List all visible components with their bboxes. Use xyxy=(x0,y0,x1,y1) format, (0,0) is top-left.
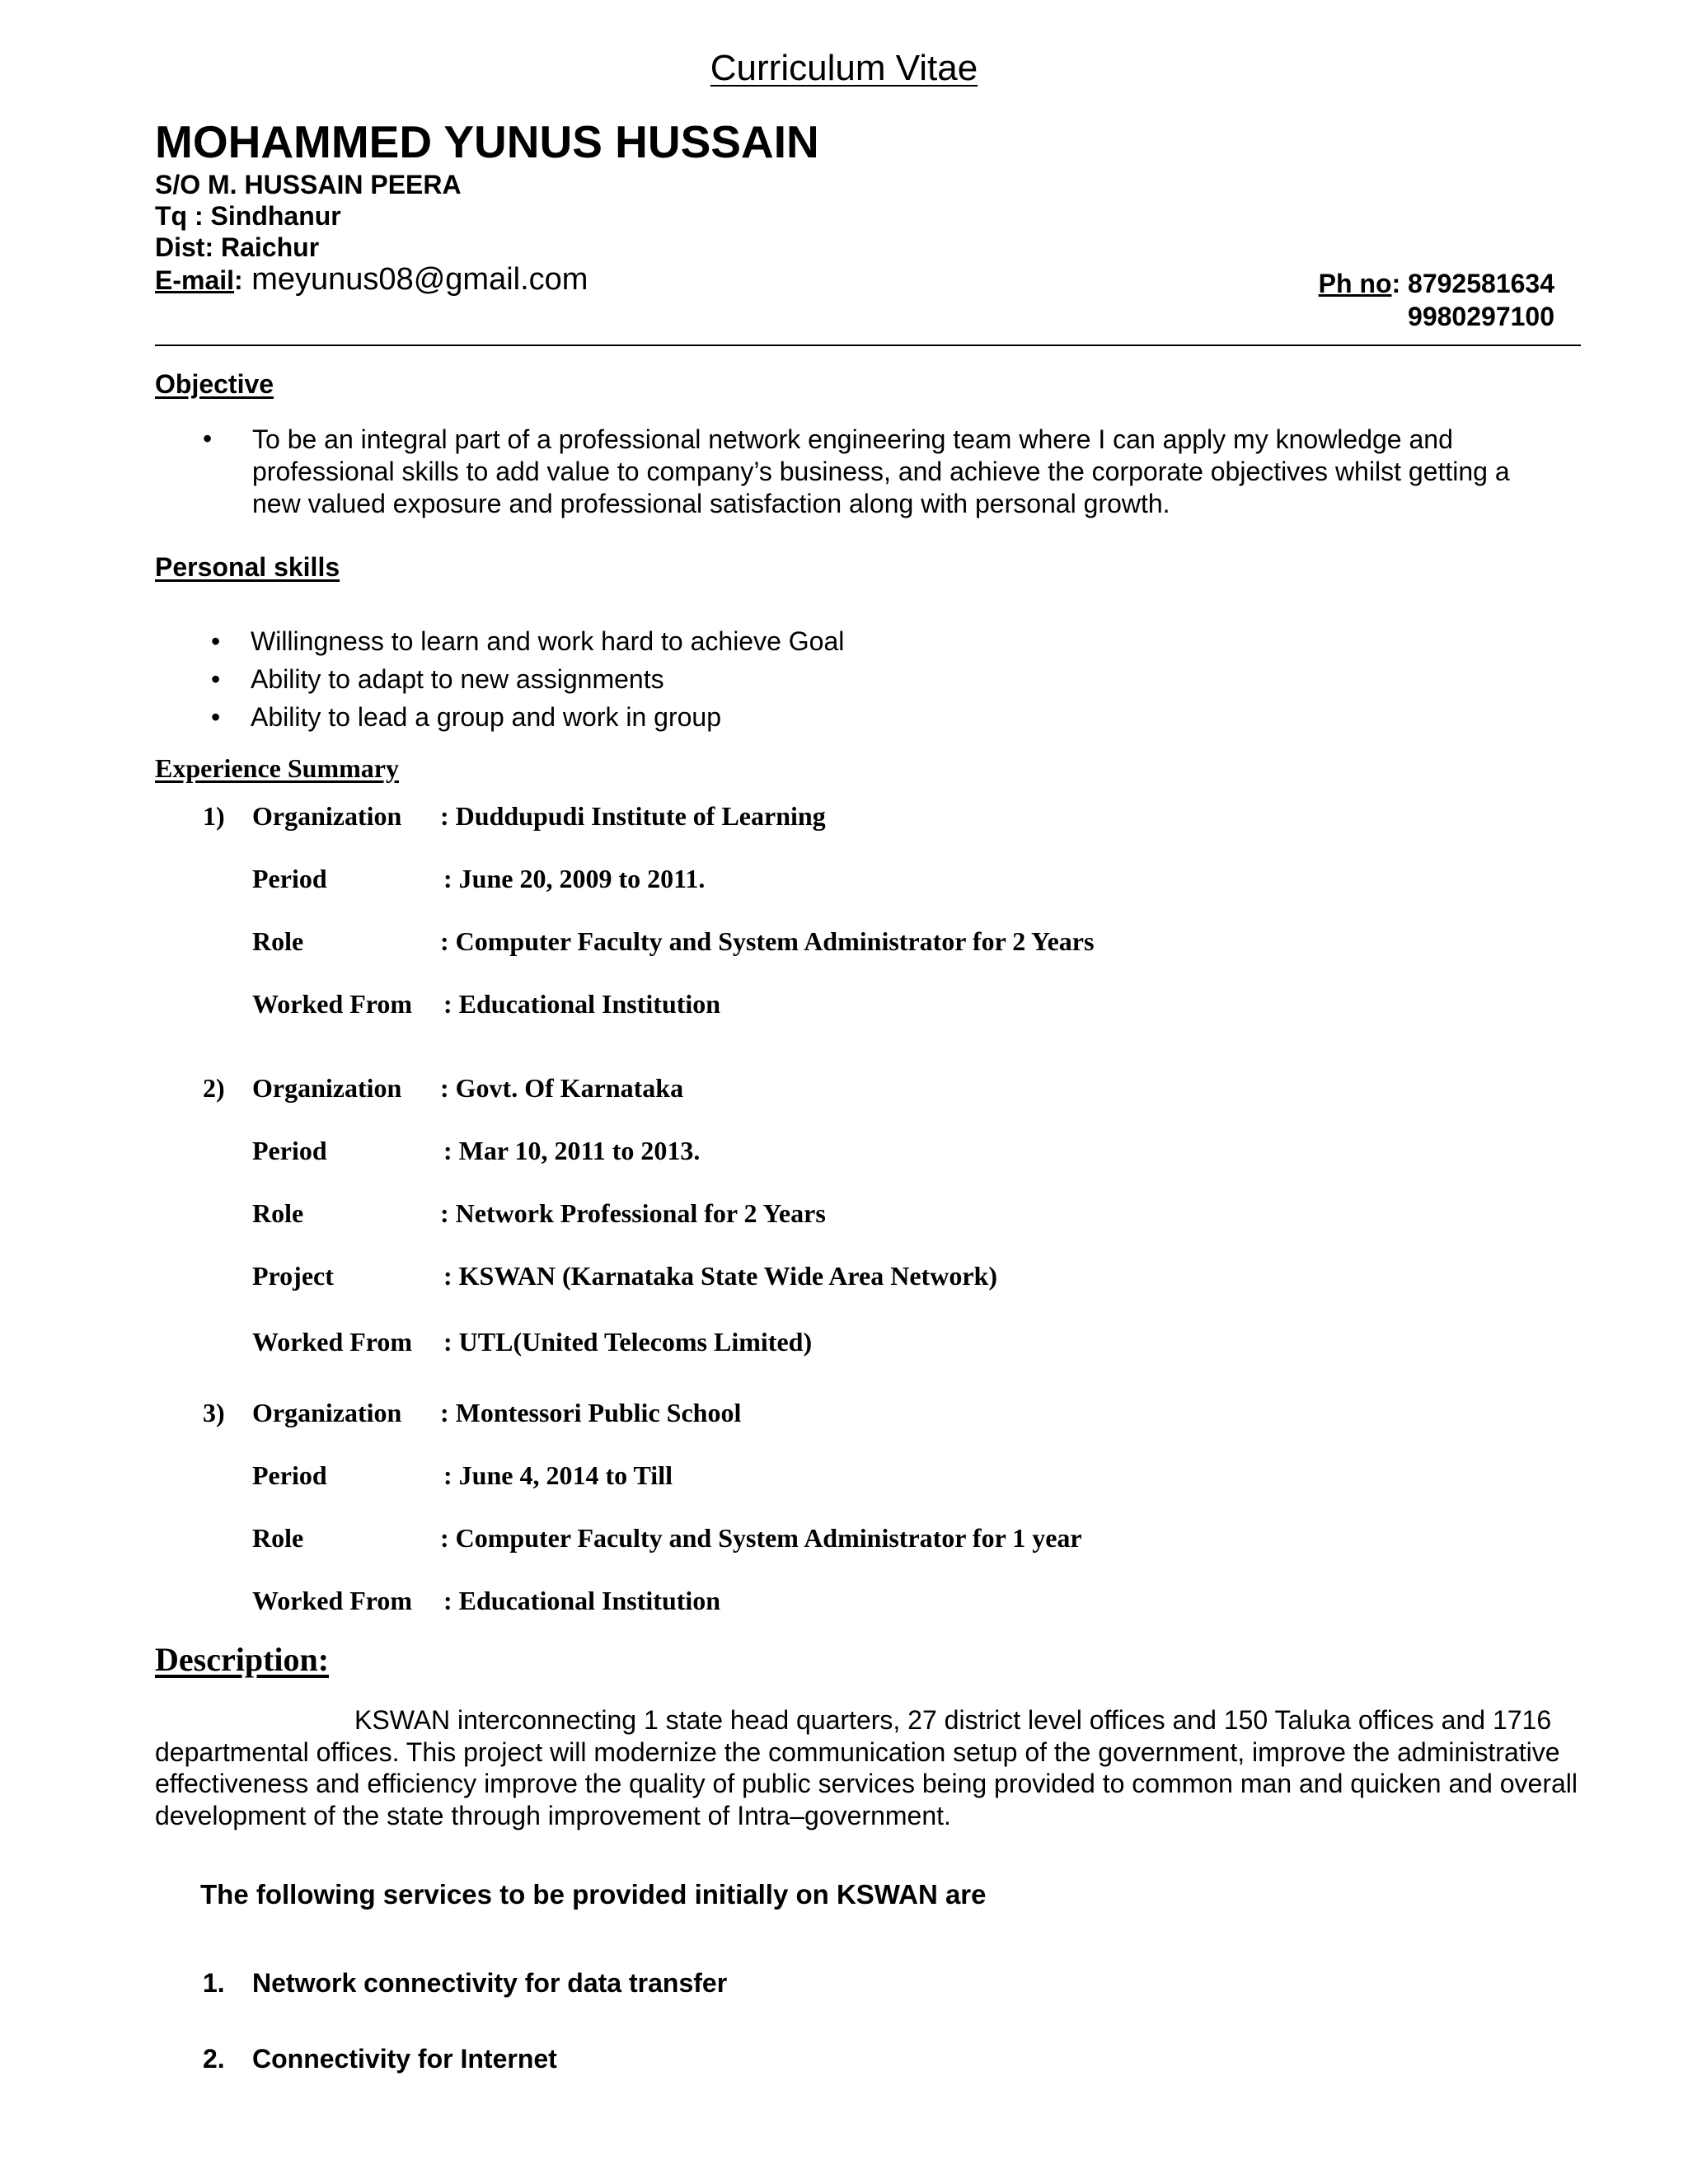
objective-heading: Objective xyxy=(155,369,274,399)
description-text: KSWAN interconnecting 1 state head quarters, 27 district level offices and 150 Taluka offices and 1716 departmental offices. This project will modernize the communication setup of the government, improve the administrative effectiveness and efficiency improve the quality of public services being provided to common man and quicken and overall development of the state through improvement of Intra–government. xyxy=(155,1705,1578,1830)
skill-bullet: • xyxy=(211,702,221,732)
job-field-value: : Educational Institution xyxy=(443,989,721,1019)
phone-row xyxy=(1319,269,1554,299)
email-separator: : xyxy=(234,265,243,295)
phone-separator: : xyxy=(1391,269,1401,298)
job-number: 1) xyxy=(203,801,225,831)
job-field-label: Role xyxy=(252,1198,304,1228)
job-field-value: : KSWAN (Karnataka State Wide Area Network) xyxy=(443,1261,997,1291)
job-field-label: Period xyxy=(252,1460,327,1490)
job-field-label: Period xyxy=(252,1136,327,1165)
email-value: meyunus08@gmail.com xyxy=(242,262,588,297)
skill-item: Willingness to learn and work hard to achieve Goal xyxy=(251,626,845,656)
phone-primary: 8792581634 xyxy=(1400,269,1554,298)
job-field-value: : Duddupudi Institute of Learning xyxy=(440,801,826,831)
job-field-value: : Computer Faculty and System Administrator for 1 year xyxy=(440,1523,1082,1553)
experience-heading: Experience Summary xyxy=(155,753,399,783)
job-field-value: : Montessori Public School xyxy=(440,1398,742,1427)
job-field-value: : Network Professional for 2 Years xyxy=(440,1198,826,1228)
services-heading: The following services to be provided initially on KSWAN are xyxy=(200,1879,987,1910)
phone-label: Ph no xyxy=(1318,269,1392,298)
job-field-label: Period xyxy=(252,864,327,893)
skill-bullet: • xyxy=(211,626,221,656)
job-field-label: Project xyxy=(252,1261,334,1291)
job-field-value: : Computer Faculty and System Administrator for 2 Years xyxy=(440,926,1095,956)
job-number: 3) xyxy=(203,1398,225,1427)
job-field-label: Organization xyxy=(252,1073,402,1103)
skill-bullet: • xyxy=(211,664,221,694)
email-row xyxy=(155,262,588,298)
job-field-label: Role xyxy=(252,926,304,956)
objective-bullet: • xyxy=(203,424,213,453)
description-heading: Description: xyxy=(155,1641,330,1678)
job-field-value: : UTL(United Telecoms Limited) xyxy=(443,1327,813,1357)
job-field-label: Worked From xyxy=(252,1327,413,1357)
job-field-label: Organization xyxy=(252,1398,402,1427)
header-divider xyxy=(155,344,1581,346)
phone-secondary: 9980297100 xyxy=(1408,302,1554,331)
address-line-taluk: Tq : Sindhanur xyxy=(155,201,341,231)
job-field-value: : Mar 10, 2011 to 2013. xyxy=(443,1136,701,1165)
objective-text: To be an integral part of a professional network engineering team where I can apply my knowledge and professional skills to add value to company’s business, and achieve the corporate objectives whilst getting a new valued exposure and professional satisfaction along with personal growth. xyxy=(252,424,1510,518)
job-field-value: : June 20, 2009 to 2011. xyxy=(443,864,706,893)
job-field-label: Role xyxy=(252,1523,304,1553)
job-field-label: Worked From xyxy=(252,989,413,1019)
job-field-value: : Govt. Of Karnataka xyxy=(440,1073,684,1103)
service-number: 1. xyxy=(203,1968,225,1998)
service-item: Connectivity for Internet xyxy=(252,2044,557,2074)
job-field-label: Organization xyxy=(252,801,402,831)
service-item: Network connectivity for data transfer xyxy=(252,1968,728,1998)
job-field-label: Worked From xyxy=(252,1586,413,1615)
service-number: 2. xyxy=(203,2044,225,2074)
job-number: 2) xyxy=(203,1073,225,1103)
skill-item: Ability to lead a group and work in group xyxy=(251,702,722,732)
address-line-district: Dist: Raichur xyxy=(155,232,320,262)
email-label: E-mail xyxy=(155,265,235,295)
candidate-name: MOHAMMED YUNUS HUSSAIN xyxy=(155,116,819,167)
skills-heading: Personal skills xyxy=(155,552,340,582)
job-field-value: : Educational Institution xyxy=(443,1586,721,1615)
job-field-value: : June 4, 2014 to Till xyxy=(443,1460,673,1490)
document-title: Curriculum Vitae xyxy=(710,48,978,88)
address-line-father: S/O M. HUSSAIN PEERA xyxy=(155,170,462,199)
skill-item: Ability to adapt to new assignments xyxy=(251,664,664,694)
